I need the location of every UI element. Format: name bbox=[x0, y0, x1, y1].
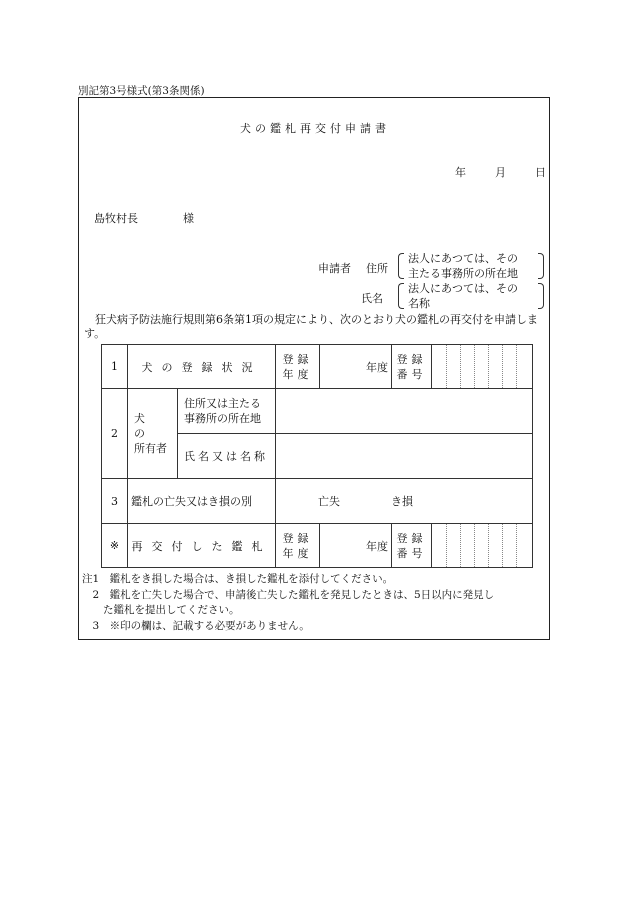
row1-year-field[interactable]: 年度 bbox=[320, 345, 392, 389]
table-row-reissued-tag bbox=[102, 524, 533, 568]
row2-address-field[interactable] bbox=[276, 389, 533, 434]
note-3: 3 ※印の欄は、記載する必要がありません。 bbox=[82, 620, 310, 632]
row1-reg-year-label: 登録 年度 bbox=[276, 345, 320, 389]
row4-year-field[interactable]: 年度 bbox=[320, 524, 392, 568]
addressee bbox=[94, 210, 194, 226]
table-row-registration bbox=[102, 345, 533, 389]
note-2: 2 鑑札を亡失した場合で、申請後亡失した鑑札を発見したときは、5日以内に発見し bbox=[82, 589, 495, 601]
addressee-honorific: 様 bbox=[183, 212, 194, 225]
option-damaged[interactable]: き損 bbox=[391, 495, 413, 508]
row3-options[interactable] bbox=[276, 479, 533, 524]
applicant-label: 申請者 bbox=[318, 262, 351, 275]
body-text: 狂犬病予防法施行規則第6条第1項の規定により、次のとおり犬の鑑札の再交付を申請します。 bbox=[84, 313, 538, 340]
address-note-line2: 主たる事務所の所在地 bbox=[408, 267, 518, 280]
addressee-name: 島牧村長 bbox=[94, 212, 138, 225]
row4-reg-no-label: 登録 番号 bbox=[392, 524, 432, 568]
address-label: 住所 bbox=[366, 262, 388, 275]
row2-num: 2 bbox=[102, 389, 128, 479]
row4-reg-no-field[interactable] bbox=[432, 524, 533, 568]
name-note-line2: 名称 bbox=[408, 297, 430, 310]
row2-label: 犬の 所有者 bbox=[128, 389, 178, 479]
table-row-loss-type bbox=[102, 479, 533, 524]
row4-num: ※ bbox=[102, 524, 128, 568]
name-note-bracket bbox=[398, 281, 544, 311]
note-1: 注1 鑑札をき損した場合は、き損した鑑札を添付してください。 bbox=[82, 573, 394, 585]
date-month-label: 月 bbox=[495, 166, 506, 179]
application-table bbox=[101, 344, 533, 568]
option-lost[interactable]: 亡失 bbox=[318, 495, 340, 508]
address-note-bracket bbox=[398, 251, 544, 281]
row1-label: 犬の登録状況 bbox=[128, 345, 276, 389]
note-2-cont: た鑑札を提出してください。 bbox=[82, 604, 240, 616]
applicant-address-row bbox=[318, 260, 388, 276]
date-day-label: 日 bbox=[535, 166, 546, 179]
row2-name-field[interactable] bbox=[276, 434, 533, 479]
row4-reg-year-label: 登録 年度 bbox=[276, 524, 320, 568]
address-note-line1: 法人にあつては、その bbox=[408, 252, 518, 265]
form-title: 犬の鑑札再交付申請書 bbox=[240, 122, 390, 135]
row1-reg-no-field[interactable] bbox=[432, 345, 533, 389]
date-line bbox=[455, 164, 546, 180]
table-row-owner-address bbox=[102, 389, 533, 434]
name-note-line1: 法人にあつては、その bbox=[408, 282, 518, 295]
name-label: 氏名 bbox=[361, 292, 383, 305]
row2-address-label: 住所又は主たる 事務所の所在地 bbox=[178, 389, 276, 434]
form-label: 別記第3号様式(第3条関係) bbox=[78, 85, 205, 97]
date-year-label: 年 bbox=[455, 166, 466, 179]
row3-label: 鑑札の亡失又はき損の別 bbox=[128, 479, 276, 524]
row4-label: 再交付した鑑札 bbox=[128, 524, 276, 568]
row1-num: 1 bbox=[102, 345, 128, 389]
row3-num: 3 bbox=[102, 479, 128, 524]
row1-reg-no-label: 登録 番号 bbox=[392, 345, 432, 389]
row2-name-label: 氏名又は名称 bbox=[178, 434, 276, 479]
